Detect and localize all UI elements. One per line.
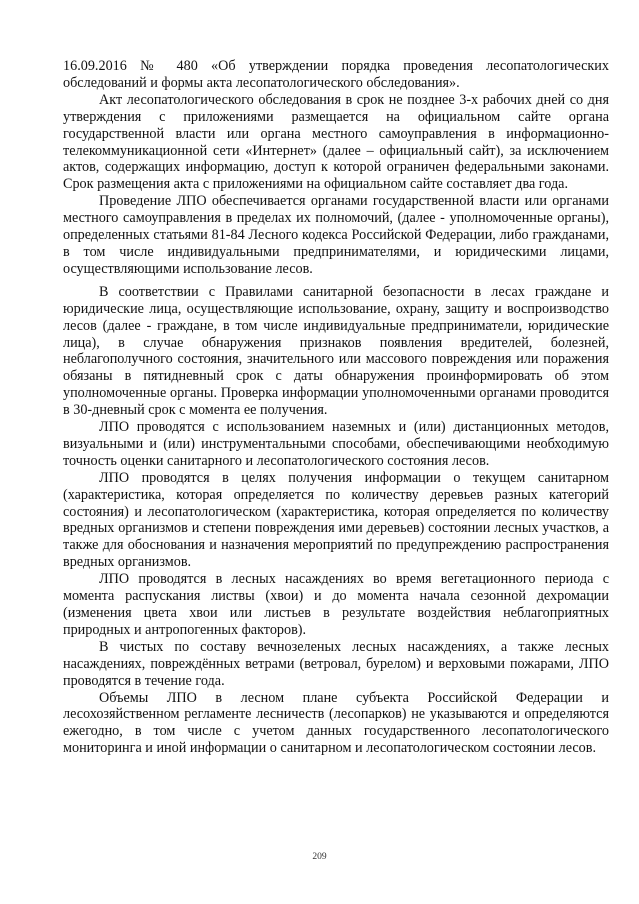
- page-number: 209: [312, 852, 327, 862]
- paragraph-sanitary-rules: В соответствии с Правилами санитарной безопасности в лесах граждане и юридические лица, осуществляющие использование, охрану, защиту и воспроизводство лесов (далее - граждане, в том числе индивидуальные предприниматели, юридические лица), в случае обнаружения признаков появления вредителей, болезней, неблагополучного состояния, значительного или массового повреждения или поражения обязаны в пятидневный срок с даты обнаружения проинформировать об этом уполномоченные органы. Проверка информации уполномоченными органами проводится в 30-дневный срок с момента ее получения.: [63, 283, 609, 419]
- paragraph-continuation: 16.09.2016 № 480 «Об утверждении порядка проведения лесопатологических обследований и формы акта лесопатологического обследования».: [63, 58, 609, 91]
- paragraph-evergreen-stands: В чистых по составу вечнозеленых лесных насаждениях, а также лесных насаждениях, повреждённых ветрами (ветровал, бурелом) и верховыми пожарами, ЛПО проводятся в течение года.: [63, 638, 609, 689]
- paragraph-lpo-responsibility: Проведение ЛПО обеспечивается органами государственной власти или органами местного самоуправления в пределах их полномочий, (далее - уполномоченные органы), определенных статьями 81-84 Лесного кодекса Российской Федерации, либо гражданами, в том числе индивидуальными предпринимателями, и юридическими лицами, осуществляющими использование лесов.: [63, 193, 609, 277]
- paragraph-purpose: ЛПО проводятся в целях получения информации о текущем санитарном (характеристика, которая определяется по количеству деревьев разных категорий состояния) и лесопатологическом (характеристика, которая определяется по количеству вредных организмов и степени повреждения ими деревьев) состоянии лесных участков, а также для обоснования и назначения мероприятий по предупреждению распространения вредных организмов.: [63, 469, 609, 571]
- paragraph-act-publication: Акт лесопатологического обследования в срок не позднее 3-х рабочих дней со дня утверждения с приложениями размещается на официальном сайте органа государственной власти или органа местного самоуправления в информационно-телекоммуникационной сети «Интернет» (далее – официальный сайт), за исключением актов, содержащих информацию, доступ к которой ограничен федеральными законами. Срок размещения акта с приложениями на официальном сайте составляет два года.: [63, 91, 609, 193]
- document-body: [63, 58, 609, 757]
- paragraph-methods: ЛПО проводятся с использованием наземных и (или) дистанционных методов, визуальными и (или) инструментальными способами, обеспечивающими необходимую точность оценки санитарного и лесопатологического состояния лесов.: [63, 419, 609, 469]
- paragraph-volumes: Объемы ЛПО в лесном плане субъекта Российской Федерации и лесохозяйственном регламенте лесничеств (лесопарков) не указываются и определяются ежегодно, в том числе с учетом данных государственного лесопатологического мониторинга и иной информации о санитарном и лесопатологическом состоянии лесов.: [63, 689, 609, 757]
- paragraph-vegetation-period: ЛПО проводятся в лесных насаждениях во время вегетационного периода с момента распускания листвы (хвои) и до момента начала сезонной дехромации (изменения цвета хвои или листьев в результате воздействия неблагоприятных природных и антропогенных факторов).: [63, 571, 609, 638]
